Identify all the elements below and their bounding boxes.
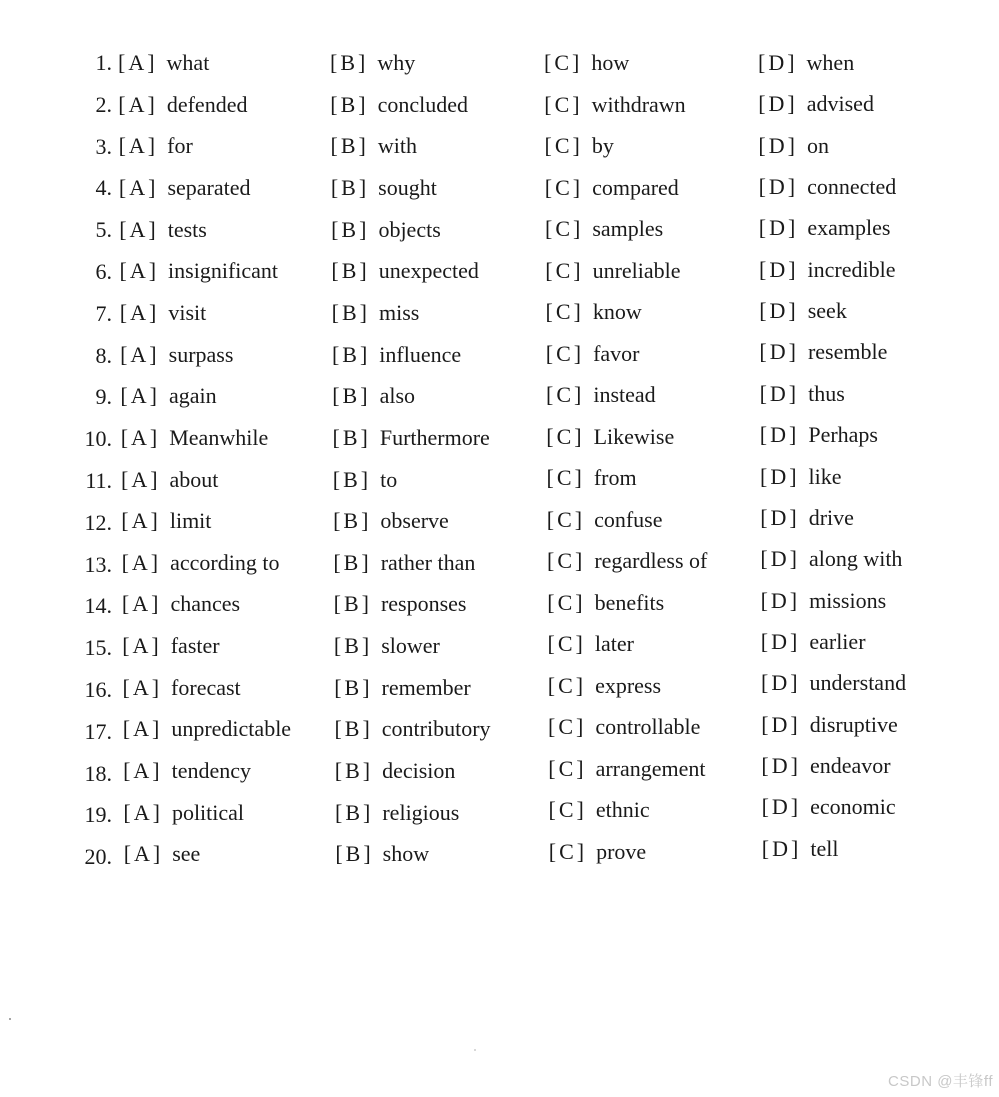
option-text: separated <box>167 174 251 200</box>
option-letter: [B] <box>334 674 373 700</box>
option-text: samples <box>592 216 664 241</box>
option-b <box>335 798 459 828</box>
question-row <box>0 504 999 538</box>
option-text: tests <box>167 216 207 242</box>
option-text: missions <box>809 587 887 613</box>
option-text: rather than <box>380 549 476 575</box>
option-letter: [C] <box>545 299 584 324</box>
option-letter: [A] <box>118 133 159 159</box>
option-letter: [B] <box>330 50 369 75</box>
option-d <box>758 48 854 78</box>
option-a <box>119 173 251 203</box>
option-c <box>547 505 663 535</box>
option-letter: [A] <box>121 466 161 492</box>
question-number: 3. <box>95 133 112 159</box>
option-letter: [A] <box>121 508 161 534</box>
option-letter: [B] <box>334 716 373 742</box>
option-letter: [C] <box>548 797 587 822</box>
option-text: advised <box>806 91 874 117</box>
option-letter: [B] <box>330 174 370 200</box>
question-number: 13. <box>84 551 112 577</box>
option-text: know <box>592 299 642 324</box>
option-letter: [D] <box>759 380 800 406</box>
option-b <box>333 548 475 578</box>
option-c <box>546 380 656 410</box>
option-letter: [D] <box>759 298 799 324</box>
option-text: why <box>377 50 416 75</box>
question-number: 8. <box>95 342 112 368</box>
option-a <box>121 465 218 495</box>
question-row <box>0 835 999 872</box>
option-d <box>759 213 891 243</box>
option-text: endeavor <box>809 752 891 778</box>
option-d <box>760 379 845 409</box>
option-a <box>120 381 216 411</box>
option-letter: [C] <box>545 340 585 366</box>
option-text: contributory <box>381 716 491 742</box>
option-a <box>124 839 201 869</box>
option-text: about <box>169 466 219 492</box>
option-c <box>545 173 679 203</box>
option-letter: [D] <box>761 835 802 861</box>
option-letter: [A] <box>122 674 163 700</box>
option-text: defended <box>166 91 248 117</box>
option-letter: [A] <box>120 341 160 367</box>
option-letter: [D] <box>760 463 800 489</box>
option-text: compared <box>592 174 679 200</box>
option-a <box>123 673 241 703</box>
option-c <box>546 297 642 327</box>
option-text: tendency <box>171 758 252 784</box>
option-c <box>545 214 663 244</box>
option-text: religious <box>382 799 460 825</box>
option-text: drive <box>808 504 854 530</box>
option-text: instead <box>593 382 656 407</box>
option-c <box>548 754 705 784</box>
option-b <box>333 465 397 495</box>
option-letter: [B] <box>332 383 371 409</box>
option-text: visit <box>168 299 207 325</box>
question-number: 17. <box>84 718 112 744</box>
option-d <box>762 834 839 864</box>
question-number: 14. <box>84 593 112 619</box>
question-row <box>0 382 999 412</box>
option-a <box>120 298 206 328</box>
option-a <box>122 589 240 619</box>
option-letter: [A] <box>122 716 163 742</box>
option-text: faster <box>170 633 220 659</box>
question-number: 12. <box>84 509 112 535</box>
option-c <box>545 131 614 161</box>
option-letter: [A] <box>123 758 163 784</box>
question-number: 6. <box>95 259 112 284</box>
option-text: arrangement <box>595 755 706 781</box>
option-letter: [C] <box>545 216 584 241</box>
option-text: by <box>591 133 614 158</box>
option-letter: [C] <box>548 714 587 739</box>
option-text: later <box>594 631 634 656</box>
option-text: incredible <box>807 256 896 282</box>
option-text: see <box>172 841 201 867</box>
option-text: with <box>377 133 417 159</box>
question-row <box>0 299 999 329</box>
option-b <box>333 506 449 536</box>
question-number: 7. <box>95 300 112 326</box>
question-row <box>0 752 999 789</box>
option-b <box>330 48 415 78</box>
option-letter: [C] <box>544 91 583 117</box>
option-text: show <box>382 841 430 867</box>
option-letter: [A] <box>121 549 162 575</box>
option-b <box>332 381 415 411</box>
question-number: 20. <box>84 844 112 870</box>
question-row <box>0 424 999 454</box>
option-letter: [C] <box>544 133 583 158</box>
question-row <box>0 546 999 580</box>
option-text: express <box>595 672 662 698</box>
option-c <box>547 588 664 618</box>
option-a <box>122 631 219 661</box>
question-number: 10. <box>84 426 112 452</box>
option-text: earlier <box>809 628 866 654</box>
option-b <box>331 215 441 245</box>
option-text: seek <box>807 298 847 324</box>
option-letter: [D] <box>758 215 799 241</box>
option-letter: [B] <box>334 758 374 784</box>
option-d <box>760 544 902 574</box>
option-b <box>332 298 420 328</box>
option-letter: [A] <box>118 174 159 200</box>
option-d <box>759 337 887 367</box>
option-letter: [B] <box>332 424 371 450</box>
option-text: disruptive <box>809 711 898 737</box>
option-a <box>120 340 233 370</box>
option-letter: [C] <box>544 174 584 200</box>
option-b <box>335 756 456 786</box>
option-text: understand <box>809 670 907 696</box>
option-text: what <box>166 50 210 75</box>
option-letter: [D] <box>758 91 798 117</box>
option-c <box>548 671 661 701</box>
option-letter: [A] <box>123 799 163 825</box>
option-text: responses <box>380 591 467 617</box>
question-number: 4. <box>95 175 112 201</box>
option-a <box>119 215 207 245</box>
option-text: how <box>591 50 630 75</box>
option-d <box>758 89 874 119</box>
option-c <box>546 339 640 369</box>
option-letter: [B] <box>332 466 372 492</box>
option-text: regardless of <box>594 548 708 573</box>
option-letter: [B] <box>333 591 372 617</box>
option-text: examples <box>807 215 891 241</box>
option-d <box>762 792 896 822</box>
question-number: 1. <box>95 50 112 75</box>
option-text: Furthermore <box>379 424 490 450</box>
option-text: observe <box>380 508 449 534</box>
option-letter: [C] <box>548 755 587 781</box>
option-letter: [A] <box>118 91 158 117</box>
option-text: chances <box>170 591 241 617</box>
option-text: decision <box>382 758 456 784</box>
option-a <box>121 506 211 536</box>
option-d <box>759 255 896 285</box>
option-text: from <box>593 465 637 490</box>
option-d <box>761 586 887 616</box>
question-row <box>0 463 999 496</box>
question-number: 16. <box>84 677 112 702</box>
option-text: remember <box>381 674 471 700</box>
option-letter: [D] <box>758 132 798 158</box>
option-letter: [C] <box>546 423 585 449</box>
option-letter: [B] <box>331 258 370 284</box>
question-number: 18. <box>84 760 112 786</box>
option-letter: [A] <box>119 216 159 242</box>
option-text: Meanwhile <box>169 424 269 450</box>
option-letter: [B] <box>331 216 370 242</box>
option-text: influence <box>379 341 462 367</box>
option-letter: [A] <box>123 841 164 867</box>
option-text: unreliable <box>592 257 681 283</box>
question-row <box>0 132 999 162</box>
option-text: forecast <box>171 674 241 700</box>
option-c <box>549 837 646 867</box>
question-number: 2. <box>95 91 112 117</box>
option-a <box>121 423 269 453</box>
option-a <box>122 548 280 578</box>
option-letter: [A] <box>119 299 160 325</box>
option-text: confuse <box>594 506 663 532</box>
question-number: 5. <box>95 217 112 243</box>
option-text: concluded <box>377 91 468 117</box>
option-letter: [B] <box>335 841 374 867</box>
option-b <box>330 90 468 120</box>
option-letter: [A] <box>118 50 158 75</box>
option-letter: [A] <box>120 424 161 450</box>
option-d <box>759 296 847 326</box>
option-d <box>760 462 842 492</box>
option-letter: [D] <box>760 546 800 572</box>
option-text: thus <box>808 380 845 406</box>
option-text: for <box>167 133 193 159</box>
question-row <box>0 670 999 705</box>
option-text: tell <box>810 835 839 861</box>
option-d <box>761 710 898 740</box>
question-row <box>0 628 999 663</box>
option-c <box>547 546 707 576</box>
option-c <box>549 795 650 825</box>
option-letter: [B] <box>330 133 369 159</box>
option-letter: [D] <box>759 256 799 282</box>
option-a <box>119 131 193 161</box>
option-c <box>546 422 674 452</box>
option-a <box>120 256 279 286</box>
option-letter: [D] <box>759 339 799 365</box>
option-letter: [C] <box>546 506 586 532</box>
option-text: to <box>380 466 398 492</box>
question-number: 9. <box>95 384 112 410</box>
option-text: favor <box>593 340 640 366</box>
option-text: objects <box>378 216 441 242</box>
option-text: surpass <box>168 341 234 367</box>
option-text: unpredictable <box>171 716 292 742</box>
option-text: controllable <box>595 714 701 739</box>
option-d <box>761 668 906 698</box>
option-letter: [A] <box>122 633 162 659</box>
option-b <box>334 673 471 703</box>
option-text: ethnic <box>595 797 650 822</box>
option-a <box>123 714 291 744</box>
question-row <box>0 90 999 120</box>
option-b <box>334 589 467 619</box>
watermark: CSDN @丰锋ff <box>888 1073 993 1090</box>
option-letter: [D] <box>758 174 799 200</box>
question-row <box>0 215 999 245</box>
option-letter: [D] <box>761 752 801 778</box>
option-letter: [D] <box>759 422 800 448</box>
option-b <box>335 839 429 869</box>
option-letter: [D] <box>760 504 800 530</box>
option-text: again <box>168 383 217 409</box>
option-text: limit <box>169 508 212 534</box>
option-letter: [B] <box>333 549 372 575</box>
scan-speck <box>9 1018 11 1020</box>
option-a <box>123 798 244 828</box>
option-b <box>332 340 461 370</box>
option-letter: [D] <box>758 50 798 75</box>
option-b <box>333 423 490 453</box>
option-text: resemble <box>807 339 888 365</box>
option-c <box>548 712 700 742</box>
option-letter: [C] <box>548 838 588 864</box>
option-a <box>123 756 251 786</box>
option-text: withdrawn <box>591 91 686 117</box>
question-row <box>0 711 999 747</box>
option-letter: [D] <box>761 670 801 696</box>
option-text: Likewise <box>593 423 675 449</box>
question-number: 11. <box>85 468 112 493</box>
question-row <box>0 587 999 621</box>
option-c <box>548 629 634 659</box>
option-letter: [A] <box>120 383 160 409</box>
option-letter: [D] <box>761 794 802 820</box>
option-text: Perhaps <box>808 422 878 448</box>
option-text: also <box>379 383 416 409</box>
option-c <box>545 256 680 286</box>
option-text: according to <box>170 549 280 575</box>
option-c <box>544 90 685 120</box>
option-text: when <box>806 50 855 75</box>
option-letter: [C] <box>545 257 584 283</box>
option-letter: [B] <box>331 299 370 325</box>
option-letter: [B] <box>331 341 371 367</box>
option-letter: [C] <box>546 382 585 407</box>
option-text: connected <box>807 174 897 200</box>
option-text: slower <box>381 633 440 659</box>
option-text: economic <box>810 794 896 820</box>
option-text: political <box>171 799 245 825</box>
option-letter: [D] <box>760 628 801 654</box>
option-b <box>334 631 440 661</box>
option-c <box>544 48 629 78</box>
option-text: on <box>806 132 829 158</box>
option-letter: [D] <box>761 711 801 737</box>
option-d <box>758 131 829 161</box>
question-number: 19. <box>84 802 112 828</box>
option-letter: [C] <box>547 672 587 698</box>
option-a <box>118 48 209 78</box>
option-d <box>760 503 854 533</box>
option-text: like <box>808 463 842 489</box>
option-b <box>331 256 479 286</box>
option-letter: [C] <box>547 589 586 615</box>
option-text: benefits <box>594 589 665 615</box>
option-letter: [C] <box>547 548 586 573</box>
option-b <box>334 714 490 744</box>
option-d <box>761 751 890 781</box>
option-b <box>331 131 417 161</box>
question-row <box>0 794 999 830</box>
option-text: sought <box>378 174 437 200</box>
option-letter: [A] <box>119 258 160 284</box>
option-text: prove <box>596 838 647 864</box>
scan-speck <box>474 1049 476 1051</box>
option-text: miss <box>379 299 420 325</box>
question-row <box>0 48 999 78</box>
option-letter: [B] <box>333 633 373 659</box>
option-letter: [C] <box>544 50 583 75</box>
question-number: 15. <box>84 635 112 661</box>
question-row <box>0 173 999 203</box>
option-b <box>331 173 437 203</box>
option-letter: [B] <box>333 508 372 534</box>
option-letter: [B] <box>330 91 369 117</box>
option-letter: [C] <box>546 465 585 490</box>
question-row <box>0 341 999 371</box>
option-text: along with <box>808 546 903 572</box>
option-d <box>759 172 897 202</box>
option-d <box>760 420 878 450</box>
option-c <box>547 463 637 493</box>
option-text: insignificant <box>168 258 279 284</box>
option-letter: [D] <box>760 587 801 613</box>
option-letter: [A] <box>121 591 162 617</box>
option-text: unexpected <box>378 258 479 284</box>
option-a <box>118 90 247 120</box>
option-d <box>761 627 866 657</box>
option-letter: [C] <box>547 631 586 656</box>
option-letter: [B] <box>335 799 374 825</box>
question-row <box>0 257 999 287</box>
